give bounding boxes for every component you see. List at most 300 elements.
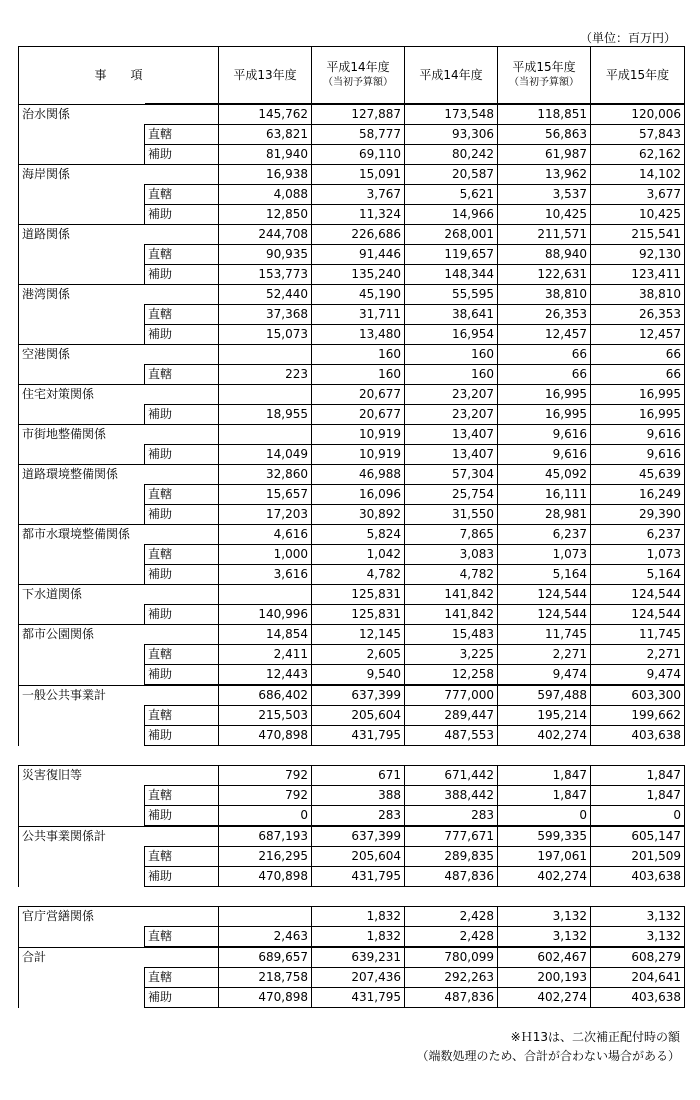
table-row — [19, 445, 685, 465]
value-cell: 16,995 — [498, 385, 591, 405]
value-cell: 1,073 — [591, 545, 685, 565]
value-cell: 14,049 — [219, 445, 312, 465]
category-blank — [19, 205, 145, 225]
value-cell: 431,795 — [312, 988, 405, 1008]
subtype-label: 直轄 — [145, 185, 219, 205]
table-row — [19, 685, 685, 706]
table-row — [19, 726, 685, 746]
value-cell: 9,616 — [591, 425, 685, 445]
value-cell: 687,193 — [219, 826, 312, 847]
value-cell: 45,639 — [591, 465, 685, 485]
value-cell: 1,832 — [312, 907, 405, 927]
value-cell: 10,425 — [591, 205, 685, 225]
value-cell: 145,762 — [219, 104, 312, 125]
value-cell: 608,279 — [591, 947, 685, 968]
value-cell: 160 — [405, 365, 498, 385]
value-cell: 388,442 — [405, 786, 498, 806]
category-label: 都市水環境整備関係 — [19, 525, 145, 545]
value-cell: 20,587 — [405, 165, 498, 185]
table-row — [19, 585, 685, 605]
value-cell: 289,447 — [405, 706, 498, 726]
table-row — [19, 625, 685, 645]
value-cell: 13,407 — [405, 445, 498, 465]
category-label: 都市公園関係 — [19, 625, 145, 645]
value-cell: 223 — [219, 365, 312, 385]
value-cell: 124,544 — [591, 605, 685, 625]
table-row — [19, 505, 685, 525]
value-cell — [219, 585, 312, 605]
category-label: 下水道関係 — [19, 585, 145, 605]
table-row — [19, 285, 685, 305]
unit-label: （単位：百万円） — [579, 31, 676, 45]
value-cell: 2,271 — [498, 645, 591, 665]
value-cell: 11,745 — [498, 625, 591, 645]
table-row — [19, 947, 685, 968]
value-cell: 18,955 — [219, 405, 312, 425]
subtype-label — [145, 525, 219, 545]
value-cell: 6,237 — [498, 525, 591, 545]
category-label: 道路関係 — [19, 225, 145, 245]
value-cell: 603,300 — [591, 685, 685, 706]
value-cell: 3,616 — [219, 565, 312, 585]
value-cell: 487,836 — [405, 988, 498, 1008]
value-cell: 4,616 — [219, 525, 312, 545]
category-label: 一般公共事業計 — [19, 685, 145, 706]
value-cell: 26,353 — [591, 305, 685, 325]
value-cell: 160 — [405, 345, 498, 365]
category-blank — [19, 505, 145, 525]
header-col-4: 平成15年度 — [591, 47, 685, 105]
category-label: 住宅対策関係 — [19, 385, 145, 405]
value-cell: 16,249 — [591, 485, 685, 505]
value-cell: 63,821 — [219, 125, 312, 145]
table-row — [19, 545, 685, 565]
subtype-label: 補助 — [145, 605, 219, 625]
value-cell: 12,850 — [219, 205, 312, 225]
category-blank — [19, 605, 145, 625]
category-blank — [19, 245, 145, 265]
category-label: 公共事業関係計 — [19, 826, 145, 847]
category-label: 災害復旧等 — [19, 766, 145, 786]
table-row — [19, 706, 685, 726]
value-cell: 31,711 — [312, 305, 405, 325]
subtype-label: 直轄 — [145, 305, 219, 325]
table-row — [19, 525, 685, 545]
category-blank — [19, 867, 145, 887]
value-cell: 211,571 — [498, 225, 591, 245]
table-row — [19, 325, 685, 345]
header-col-3: 平成15年度 （当初予算額） — [498, 47, 591, 105]
header-col-1: 平成14年度 （当初予算額） — [312, 47, 405, 105]
value-cell: 66 — [591, 365, 685, 385]
value-cell: 9,540 — [312, 665, 405, 686]
header-row — [19, 47, 685, 105]
subtype-label: 補助 — [145, 726, 219, 746]
value-cell: 66 — [591, 345, 685, 365]
value-cell: 125,831 — [312, 605, 405, 625]
table-row — [19, 405, 685, 425]
value-cell — [219, 907, 312, 927]
value-cell: 3,225 — [405, 645, 498, 665]
value-cell: 10,425 — [498, 205, 591, 225]
category-blank — [19, 806, 145, 827]
value-cell: 45,092 — [498, 465, 591, 485]
value-cell: 13,962 — [498, 165, 591, 185]
value-cell: 292,263 — [405, 968, 498, 988]
subtype-label: 直轄 — [145, 545, 219, 565]
value-cell: 16,954 — [405, 325, 498, 345]
value-cell: 1,847 — [591, 766, 685, 786]
value-cell: 689,657 — [219, 947, 312, 968]
value-cell: 38,810 — [498, 285, 591, 305]
table-row — [19, 104, 685, 125]
value-cell: 5,824 — [312, 525, 405, 545]
value-cell: 16,995 — [498, 405, 591, 425]
value-cell: 93,306 — [405, 125, 498, 145]
value-cell: 403,638 — [591, 867, 685, 887]
value-cell: 118,851 — [498, 104, 591, 125]
value-cell: 66 — [498, 345, 591, 365]
value-cell: 28,981 — [498, 505, 591, 525]
value-cell: 3,132 — [498, 907, 591, 927]
budget-table — [18, 46, 685, 1008]
value-cell: 62,162 — [591, 145, 685, 165]
value-cell: 20,677 — [312, 385, 405, 405]
category-blank — [19, 706, 145, 726]
value-cell: 57,304 — [405, 465, 498, 485]
subtype-label — [145, 766, 219, 786]
subtype-label — [145, 907, 219, 927]
subtype-label: 直轄 — [145, 847, 219, 867]
value-cell: 4,782 — [312, 565, 405, 585]
subtype-label: 補助 — [145, 205, 219, 225]
category-blank — [19, 185, 145, 205]
value-cell: 7,865 — [405, 525, 498, 545]
value-cell: 207,436 — [312, 968, 405, 988]
subtype-label — [145, 425, 219, 445]
value-cell: 15,657 — [219, 485, 312, 505]
subtype-label — [145, 685, 219, 706]
value-cell: 122,631 — [498, 265, 591, 285]
table-row — [19, 968, 685, 988]
subtype-label: 直轄 — [145, 968, 219, 988]
table-row — [19, 927, 685, 948]
value-cell: 148,344 — [405, 265, 498, 285]
category-blank — [19, 726, 145, 746]
header-col-2: 平成14年度 — [405, 47, 498, 105]
category-blank — [19, 927, 145, 948]
value-cell: 1,847 — [591, 786, 685, 806]
subtype-label — [145, 625, 219, 645]
value-cell: 792 — [219, 766, 312, 786]
value-cell: 777,671 — [405, 826, 498, 847]
category-label: 合計 — [19, 947, 145, 968]
value-cell: 602,467 — [498, 947, 591, 968]
table-row — [19, 826, 685, 847]
table-row — [19, 907, 685, 927]
value-cell: 16,096 — [312, 485, 405, 505]
table-row — [19, 645, 685, 665]
header-col-0: 平成13年度 — [219, 47, 312, 105]
category-label: 海岸関係 — [19, 165, 145, 185]
value-cell: 125,831 — [312, 585, 405, 605]
table-row — [19, 786, 685, 806]
category-label: 空港関係 — [19, 345, 145, 365]
value-cell: 599,335 — [498, 826, 591, 847]
value-cell: 283 — [405, 806, 498, 827]
value-cell: 12,457 — [498, 325, 591, 345]
value-cell: 57,843 — [591, 125, 685, 145]
value-cell: 216,295 — [219, 847, 312, 867]
value-cell: 141,842 — [405, 605, 498, 625]
value-cell: 5,621 — [405, 185, 498, 205]
value-cell: 3,677 — [591, 185, 685, 205]
value-cell: 153,773 — [219, 265, 312, 285]
table-row — [19, 565, 685, 585]
value-cell: 2,271 — [591, 645, 685, 665]
subtype-label: 直轄 — [145, 485, 219, 505]
subtype-label — [145, 225, 219, 245]
value-cell: 780,099 — [405, 947, 498, 968]
category-blank — [19, 968, 145, 988]
value-cell: 4,088 — [219, 185, 312, 205]
value-cell: 66 — [498, 365, 591, 385]
value-cell: 605,147 — [591, 826, 685, 847]
subtype-label: 補助 — [145, 445, 219, 465]
value-cell: 3,132 — [591, 907, 685, 927]
value-cell: 9,474 — [498, 665, 591, 686]
value-cell: 12,258 — [405, 665, 498, 686]
value-cell: 597,488 — [498, 685, 591, 706]
value-cell: 5,164 — [498, 565, 591, 585]
value-cell: 120,006 — [591, 104, 685, 125]
table-row — [19, 385, 685, 405]
value-cell: 268,001 — [405, 225, 498, 245]
value-cell: 124,544 — [498, 585, 591, 605]
note-line: （端数処理のため、合計が合わない場合がある） — [416, 1049, 680, 1063]
value-cell: 16,111 — [498, 485, 591, 505]
table-row — [19, 165, 685, 185]
category-blank — [19, 645, 145, 665]
value-cell: 37,368 — [219, 305, 312, 325]
table-row — [19, 185, 685, 205]
table-row — [19, 766, 685, 786]
table-row — [19, 867, 685, 887]
value-cell: 637,399 — [312, 685, 405, 706]
value-cell: 388 — [312, 786, 405, 806]
value-cell — [219, 345, 312, 365]
category-label: 港湾関係 — [19, 285, 145, 305]
value-cell: 15,073 — [219, 325, 312, 345]
subtype-label: 補助 — [145, 867, 219, 887]
value-cell: 0 — [591, 806, 685, 827]
value-cell: 402,274 — [498, 726, 591, 746]
value-cell: 197,061 — [498, 847, 591, 867]
value-cell: 30,892 — [312, 505, 405, 525]
subtype-label: 直轄 — [145, 365, 219, 385]
value-cell: 12,443 — [219, 665, 312, 686]
value-cell: 135,240 — [312, 265, 405, 285]
table-row — [19, 225, 685, 245]
value-cell: 9,616 — [498, 425, 591, 445]
subtype-label — [145, 165, 219, 185]
table-row — [19, 305, 685, 325]
header-item: 事 項 — [19, 47, 219, 105]
category-label: 市街地整備関係 — [19, 425, 145, 445]
value-cell: 16,938 — [219, 165, 312, 185]
value-cell: 777,000 — [405, 685, 498, 706]
value-cell: 14,966 — [405, 205, 498, 225]
value-cell: 226,686 — [312, 225, 405, 245]
category-blank — [19, 485, 145, 505]
subtype-label: 直轄 — [145, 125, 219, 145]
table-row — [19, 988, 685, 1008]
value-cell: 431,795 — [312, 726, 405, 746]
value-cell: 80,242 — [405, 145, 498, 165]
value-cell: 671 — [312, 766, 405, 786]
value-cell: 205,604 — [312, 847, 405, 867]
value-cell: 200,193 — [498, 968, 591, 988]
category-label: 治水関係 — [19, 104, 145, 125]
value-cell: 123,411 — [591, 265, 685, 285]
value-cell: 13,480 — [312, 325, 405, 345]
value-cell: 55,595 — [405, 285, 498, 305]
value-cell: 11,324 — [312, 205, 405, 225]
value-cell: 16,995 — [591, 385, 685, 405]
table-row — [19, 485, 685, 505]
value-cell: 26,353 — [498, 305, 591, 325]
value-cell: 32,860 — [219, 465, 312, 485]
value-cell: 52,440 — [219, 285, 312, 305]
value-cell: 14,854 — [219, 625, 312, 645]
table-row — [19, 345, 685, 365]
subtype-label: 補助 — [145, 806, 219, 827]
value-cell: 20,677 — [312, 405, 405, 425]
value-cell: 195,214 — [498, 706, 591, 726]
table-row — [19, 465, 685, 485]
subtype-label: 補助 — [145, 325, 219, 345]
category-blank — [19, 786, 145, 806]
value-cell: 9,474 — [591, 665, 685, 686]
subtype-label: 補助 — [145, 405, 219, 425]
value-cell: 199,662 — [591, 706, 685, 726]
category-blank — [19, 545, 145, 565]
value-cell: 1,847 — [498, 786, 591, 806]
value-cell: 90,935 — [219, 245, 312, 265]
value-cell: 3,767 — [312, 185, 405, 205]
table-row — [19, 847, 685, 867]
value-cell: 1,847 — [498, 766, 591, 786]
value-cell: 686,402 — [219, 685, 312, 706]
value-cell: 173,548 — [405, 104, 498, 125]
value-cell: 3,537 — [498, 185, 591, 205]
table-row — [19, 605, 685, 625]
subtype-label — [145, 285, 219, 305]
value-cell: 119,657 — [405, 245, 498, 265]
value-cell: 10,919 — [312, 445, 405, 465]
category-blank — [19, 405, 145, 425]
value-cell: 91,446 — [312, 245, 405, 265]
subtype-label — [145, 345, 219, 365]
spacer-row — [19, 746, 685, 766]
value-cell: 38,810 — [591, 285, 685, 305]
subtype-label — [145, 385, 219, 405]
value-cell: 23,207 — [405, 385, 498, 405]
value-cell: 127,887 — [312, 104, 405, 125]
subtype-label: 補助 — [145, 565, 219, 585]
value-cell: 45,190 — [312, 285, 405, 305]
value-cell: 69,110 — [312, 145, 405, 165]
value-cell: 403,638 — [591, 726, 685, 746]
value-cell: 2,605 — [312, 645, 405, 665]
value-cell: 402,274 — [498, 988, 591, 1008]
table-row — [19, 665, 685, 686]
value-cell: 92,130 — [591, 245, 685, 265]
value-cell: 487,836 — [405, 867, 498, 887]
subtype-label: 直轄 — [145, 786, 219, 806]
value-cell: 3,132 — [498, 927, 591, 948]
table-body — [19, 104, 685, 1008]
subtype-label — [145, 465, 219, 485]
category-blank — [19, 445, 145, 465]
value-cell: 23,207 — [405, 405, 498, 425]
value-cell: 13,407 — [405, 425, 498, 445]
value-cell: 38,641 — [405, 305, 498, 325]
notes — [416, 1028, 680, 1066]
subtype-label — [145, 826, 219, 847]
value-cell: 61,987 — [498, 145, 591, 165]
value-cell: 6,237 — [591, 525, 685, 545]
value-cell: 0 — [498, 806, 591, 827]
subtype-label: 直轄 — [145, 245, 219, 265]
subtype-label: 補助 — [145, 665, 219, 686]
value-cell: 15,091 — [312, 165, 405, 185]
value-cell: 201,509 — [591, 847, 685, 867]
value-cell: 12,457 — [591, 325, 685, 345]
category-blank — [19, 988, 145, 1008]
subtype-label: 補助 — [145, 505, 219, 525]
category-blank — [19, 365, 145, 385]
value-cell: 46,988 — [312, 465, 405, 485]
value-cell: 403,638 — [591, 988, 685, 1008]
subtype-label: 補助 — [145, 265, 219, 285]
value-cell: 2,463 — [219, 927, 312, 948]
spacer-row — [19, 887, 685, 907]
subtype-label — [145, 947, 219, 968]
subtype-label: 補助 — [145, 145, 219, 165]
value-cell: 1,000 — [219, 545, 312, 565]
value-cell: 17,203 — [219, 505, 312, 525]
value-cell: 25,754 — [405, 485, 498, 505]
value-cell: 487,553 — [405, 726, 498, 746]
value-cell: 141,842 — [405, 585, 498, 605]
value-cell: 1,042 — [312, 545, 405, 565]
value-cell: 140,996 — [219, 605, 312, 625]
value-cell: 470,898 — [219, 726, 312, 746]
value-cell: 215,503 — [219, 706, 312, 726]
value-cell: 402,274 — [498, 867, 591, 887]
value-cell: 4,782 — [405, 565, 498, 585]
value-cell: 81,940 — [219, 145, 312, 165]
value-cell: 10,919 — [312, 425, 405, 445]
value-cell: 9,616 — [591, 445, 685, 465]
table-row — [19, 806, 685, 827]
value-cell: 88,940 — [498, 245, 591, 265]
table-row — [19, 425, 685, 445]
value-cell: 470,898 — [219, 988, 312, 1008]
note-line: ※Ｈ13は、二次補正配付時の額 — [510, 1030, 680, 1044]
value-cell: 283 — [312, 806, 405, 827]
